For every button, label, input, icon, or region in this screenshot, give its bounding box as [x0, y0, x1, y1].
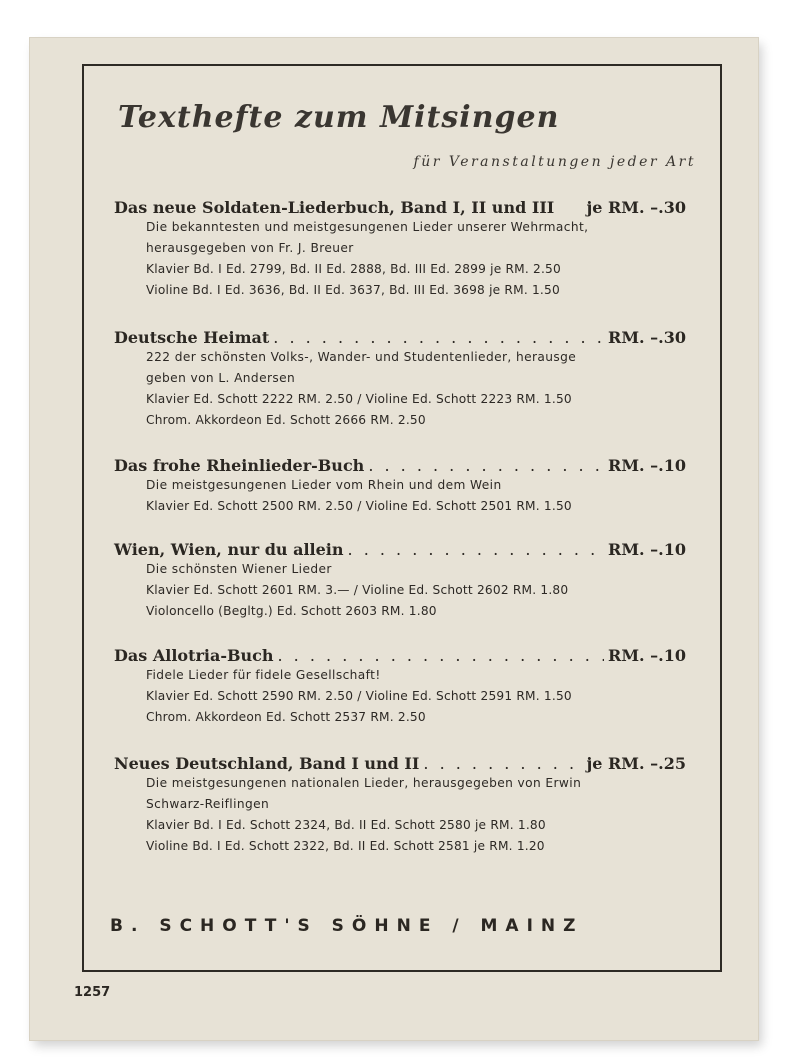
entry-price: RM. –.10 [608, 540, 686, 559]
entry-title: Wien, Wien, nur du allein [114, 540, 344, 559]
page-number: 1257 [74, 985, 111, 1000]
entry-edition: Klavier Bd. I Ed. 2799, Bd. II Ed. 2888, Bd. III Ed. 2899 je RM. 2.50 [146, 262, 561, 276]
entry-description: Fidele Lieder für fidele Gesellschaft! [146, 668, 381, 682]
catalog-entry [114, 646, 686, 728]
entry-price: je RM. –.25 [586, 754, 686, 773]
entry-heading [114, 328, 686, 347]
entry-heading [114, 540, 686, 559]
leader-dots [348, 540, 605, 559]
entry-price: RM. –.30 [608, 328, 686, 347]
entry-price: RM. –.10 [608, 646, 686, 665]
leader-dots [368, 456, 604, 475]
entry-description: Die schönsten Wiener Lieder [146, 562, 332, 576]
entry-description: herausgegeben von Fr. J. Breuer [146, 241, 354, 255]
entry-heading [114, 754, 686, 773]
entry-edition: Chrom. Akkordeon Ed. Schott 2666 RM. 2.50 [146, 413, 426, 427]
leader-dots [423, 754, 582, 773]
entry-description: Die meistgesungenen Lieder vom Rhein und dem Wein [146, 478, 502, 492]
entry-description: Die meistgesungenen nationalen Lieder, herausgegeben von Erwin [146, 776, 582, 790]
entry-title: Neues Deutschland, Band I und II [114, 754, 420, 773]
catalog-entry [114, 456, 686, 517]
entry-price: RM. –.10 [608, 456, 686, 475]
entry-edition: Chrom. Akkordeon Ed. Schott 2537 RM. 2.50 [146, 710, 426, 724]
page-title: Texthefte zum Mitsingen [118, 100, 560, 135]
leader-dots [278, 646, 605, 665]
entry-heading [114, 456, 686, 475]
entry-edition: Klavier Bd. I Ed. Schott 2324, Bd. II Ed. Schott 2580 je RM. 1.80 [146, 818, 546, 832]
entry-description: Schwarz-Reiflingen [146, 797, 270, 811]
entry-description: 222 der schönsten Volks-, Wander- und Studentenlieder, herausge [146, 350, 577, 364]
entry-edition: Klavier Ed. Schott 2500 RM. 2.50 / Violine Ed. Schott 2501 RM. 1.50 [146, 499, 572, 513]
leader-dots [273, 328, 604, 347]
border-frame [82, 64, 722, 972]
entry-heading [114, 198, 686, 217]
catalog-entry [114, 328, 686, 431]
entry-edition: Klavier Ed. Schott 2601 RM. 3.— / Violine Ed. Schott 2602 RM. 1.80 [146, 583, 569, 597]
entry-title: Das neue Soldaten-Liederbuch, Band I, II und III [114, 198, 555, 217]
catalog-entry [114, 540, 686, 622]
entry-edition: Violine Bd. I Ed. 3636, Bd. II Ed. 3637, Bd. III Ed. 3698 je RM. 1.50 [146, 283, 560, 297]
booklet-back-cover [30, 38, 758, 1040]
entry-price: je RM. –.30 [586, 198, 686, 217]
entry-edition: Klavier Ed. Schott 2222 RM. 2.50 / Violine Ed. Schott 2223 RM. 1.50 [146, 392, 572, 406]
entry-heading [114, 646, 686, 665]
entry-title: Deutsche Heimat [114, 328, 270, 347]
catalog-entry [114, 754, 686, 857]
entry-description: geben von L. Andersen [146, 371, 296, 385]
entry-edition: Violoncello (Begltg.) Ed. Schott 2603 RM. 1.80 [146, 604, 437, 618]
page-subtitle: für Veranstaltungen jeder Art [413, 154, 696, 170]
entry-title: Das Allotria-Buch [114, 646, 274, 665]
entry-title: Das frohe Rheinlieder-Buch [114, 456, 365, 475]
entry-description: Die bekanntesten und meistgesungenen Lieder unserer Wehrmacht, [146, 220, 589, 234]
entry-edition: Violine Bd. I Ed. Schott 2322, Bd. II Ed. Schott 2581 je RM. 1.20 [146, 839, 545, 853]
catalog-entry [114, 198, 686, 301]
publisher-imprint: B. SCHOTT'S SÖHNE / MAINZ [110, 916, 584, 936]
entry-edition: Klavier Ed. Schott 2590 RM. 2.50 / Violine Ed. Schott 2591 RM. 1.50 [146, 689, 572, 703]
